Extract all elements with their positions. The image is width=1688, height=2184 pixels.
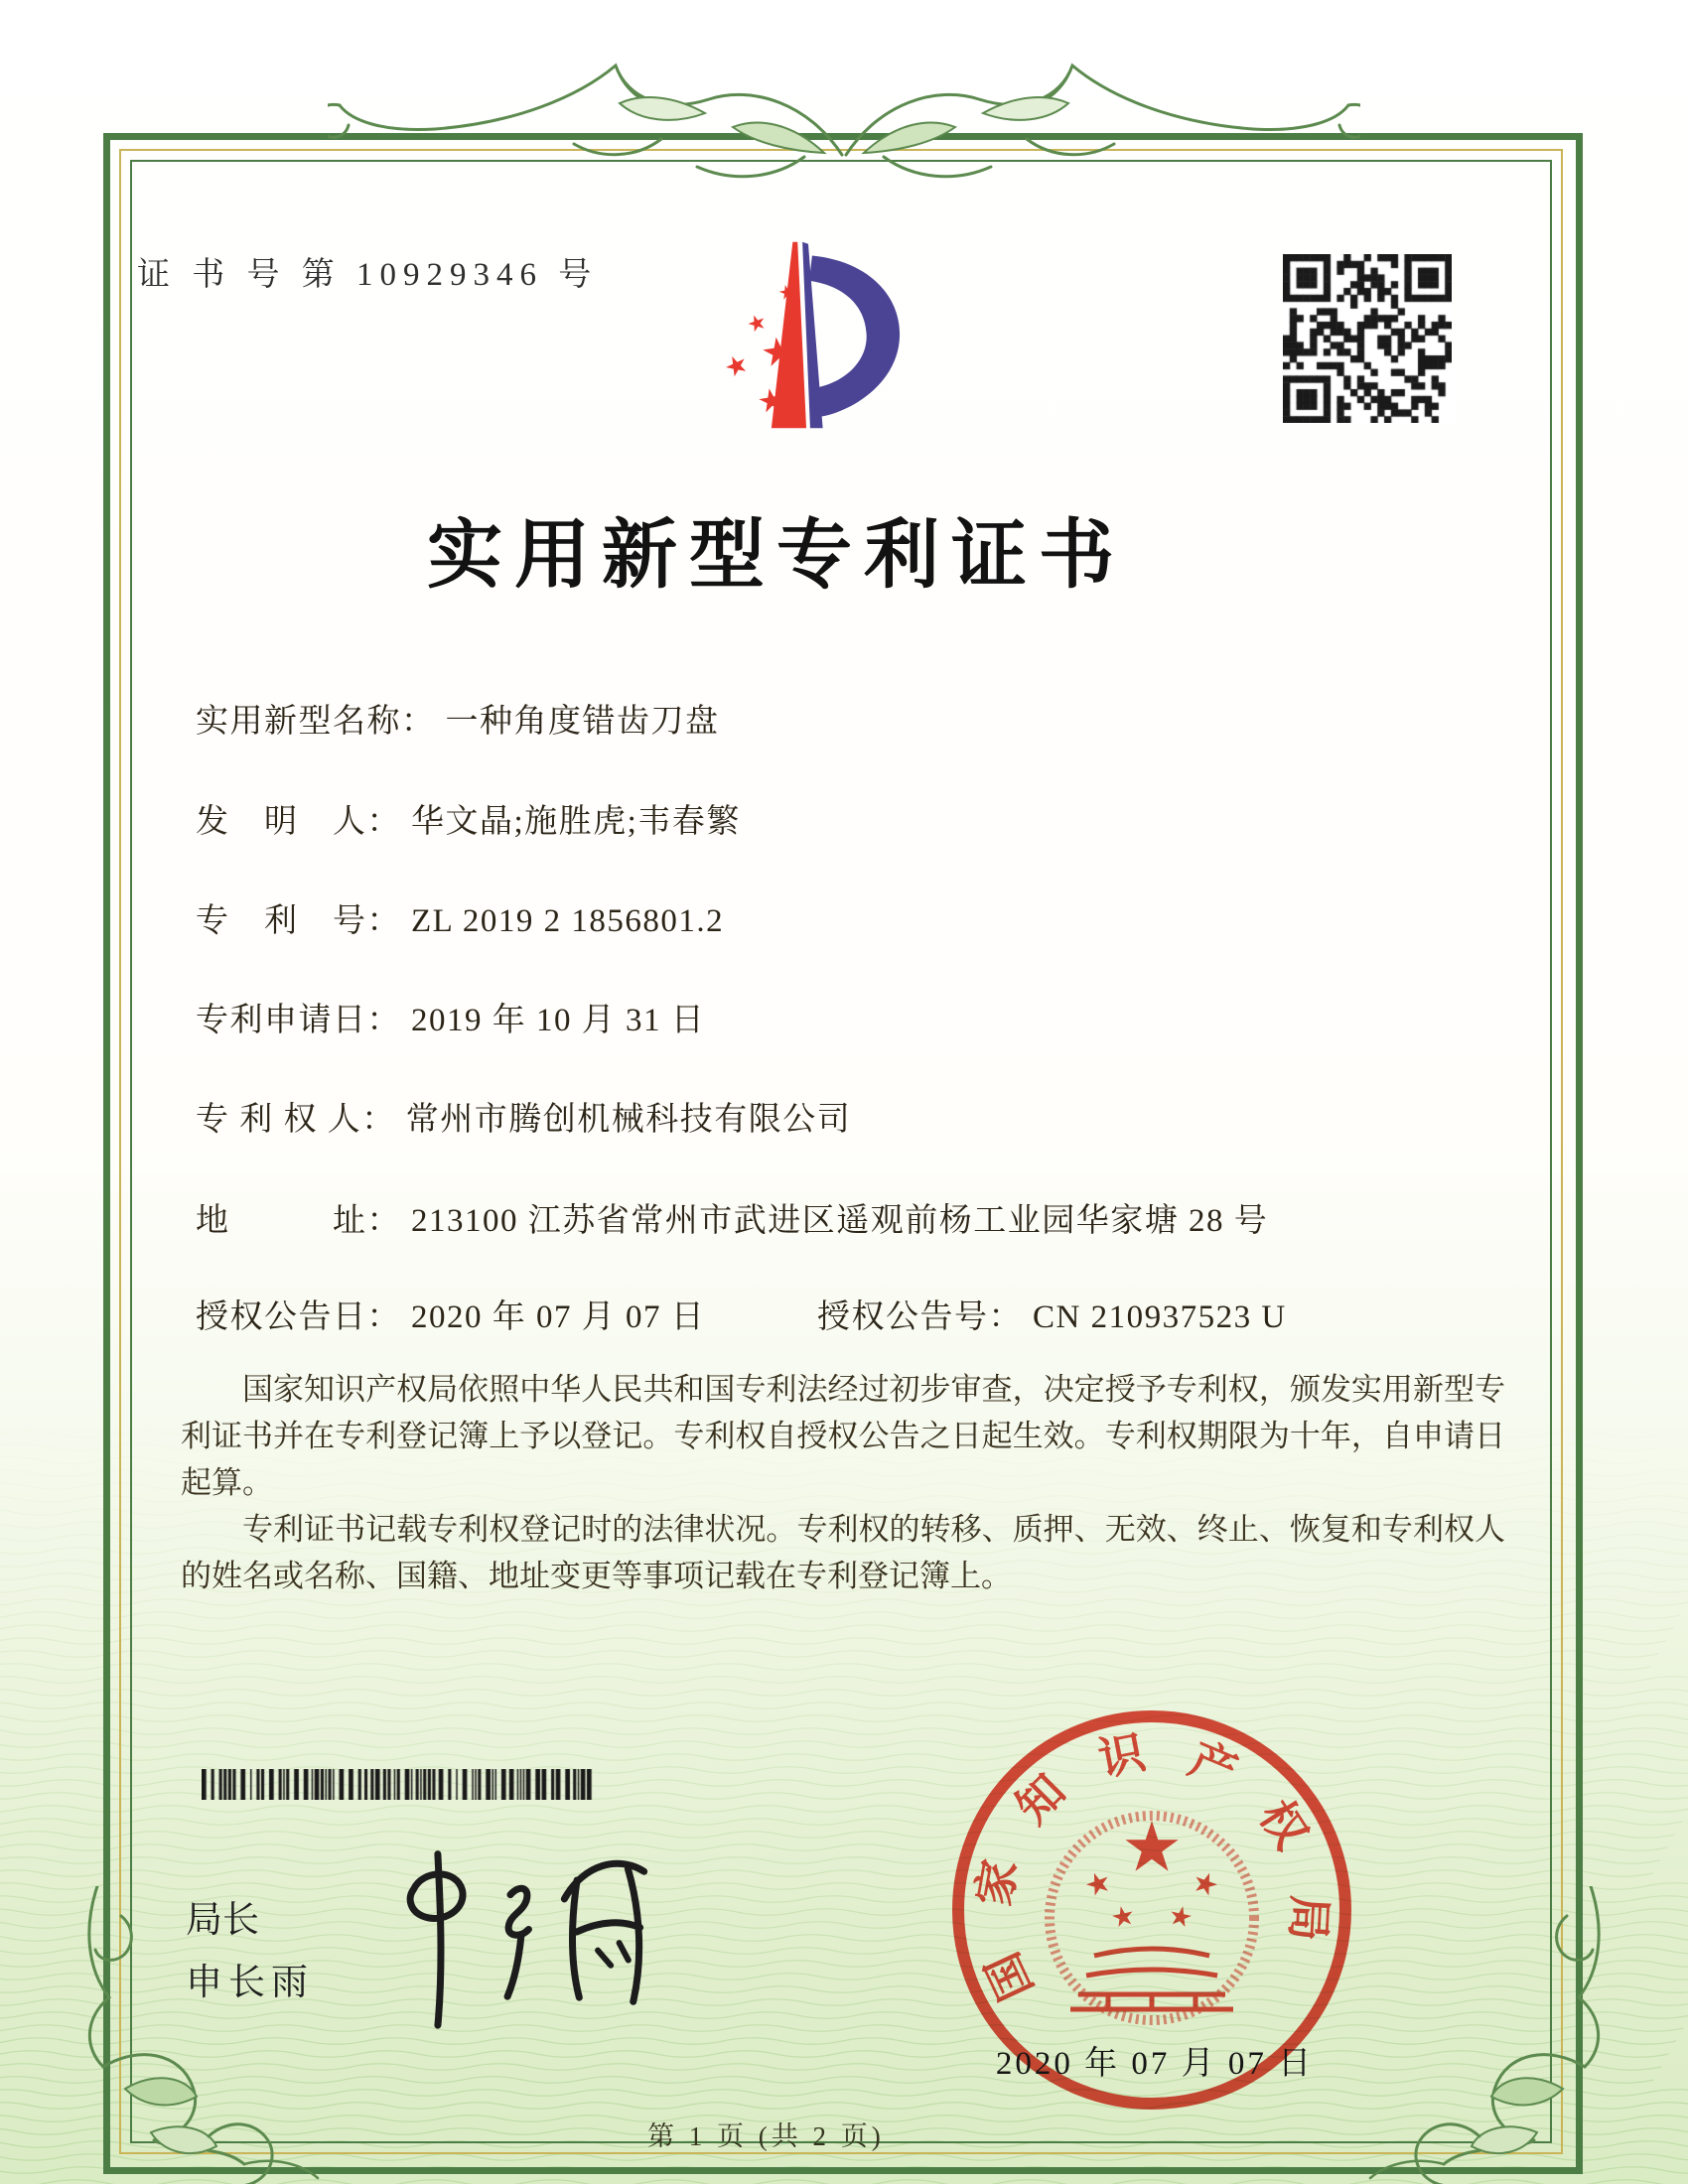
field-value: 213100 江苏省常州市武进区遥观前杨工业园华家塘 28 号 [411, 1203, 1269, 1239]
svg-text:权: 权 [1249, 1791, 1318, 1858]
seal-date: 2020 年 07 月 07 日 [995, 2046, 1315, 2082]
field-row-name [196, 695, 720, 742]
field-label: 专 利 权 人： [196, 1102, 396, 1138]
legal-paragraphs [181, 1366, 1505, 1599]
svg-text:产: 产 [1182, 1733, 1244, 1799]
field-label: 授权公告号： [817, 1299, 1023, 1335]
svg-text:局: 局 [1282, 1893, 1336, 1943]
paragraph: 专利证书记载专利权登记时的法律状况。专利权的转移、质押、无效、终止、恢复和专利权人的姓名或名称、国籍、地址变更等事项记载在专利登记簿上。 [181, 1512, 1505, 1593]
svg-text:国: 国 [976, 1945, 1043, 2008]
field-label: 专 利 号： [196, 903, 401, 939]
certificate-number: 证 书 号 第 10929346 号 [137, 257, 599, 293]
field-value: 2020 年 07 月 07 日 [411, 1299, 706, 1335]
field-row-patent-no [196, 894, 724, 941]
page-number: 第 1 页 (共 2 页) [647, 2121, 885, 2151]
field-row-grant-number [817, 1291, 1287, 1337]
paragraph: 国家知识产权局依照中华人民共和国专利法经过初步审查，决定授予专利权，颁发实用新型专利证书并在专利登记簿上予以登记。专利权自授权公告之日起生效。专利权期限为十年，自申请日起算。 [181, 1372, 1505, 1500]
field-label: 实用新型名称： [196, 704, 436, 740]
cnipa-patent-logo-icon [683, 234, 931, 438]
qr-code [1283, 254, 1452, 423]
svg-text:识: 识 [1094, 1726, 1150, 1786]
field-value: 华文晶;施胜虎;韦春繁 [411, 804, 741, 840]
seal-emblem-stars [1086, 1821, 1217, 1927]
field-row-grant-date [196, 1291, 705, 1337]
svg-text:知: 知 [1006, 1764, 1075, 1834]
field-row-patentee [196, 1093, 851, 1140]
field-row-inventor [196, 795, 741, 842]
field-value: ZL 2019 2 1856801.2 [411, 903, 725, 939]
field-row-address [196, 1194, 1268, 1241]
field-value: 常州市腾创机械科技有限公司 [405, 1102, 852, 1138]
field-value: CN 210937523 U [1033, 1299, 1287, 1335]
field-label: 地 址： [196, 1203, 401, 1239]
field-label: 专利申请日： [196, 1003, 401, 1038]
field-row-filing-date [196, 994, 705, 1040]
director-title-label: 局长 [186, 1899, 259, 1940]
field-label: 授权公告日： [196, 1299, 401, 1335]
field-label: 发 明 人： [196, 804, 401, 840]
director-name-label: 申长雨 [186, 1962, 314, 2002]
barcode [202, 1769, 597, 1800]
page-title: 实用新型专利证书 [427, 514, 1126, 598]
svg-text:家: 家 [968, 1855, 1027, 1910]
field-value: 2019 年 10 月 31 日 [411, 1003, 706, 1038]
field-value: 一种角度错齿刀盘 [445, 704, 720, 740]
director-handwritten-signature [372, 1839, 670, 2037]
